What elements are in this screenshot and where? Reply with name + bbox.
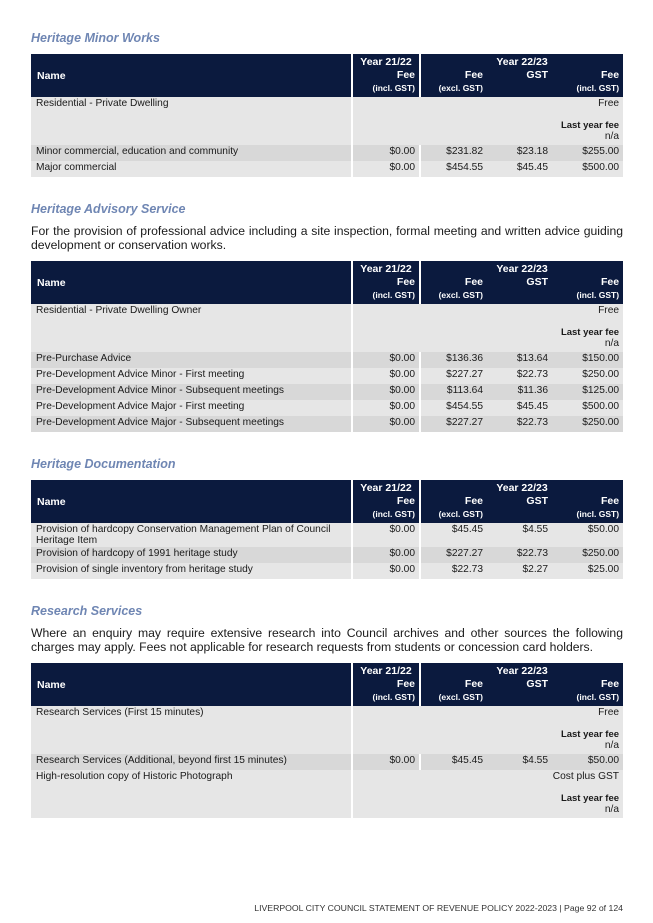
table-research-services	[31, 663, 623, 818]
table-row: Minor commercial, education and community $0.00 $231.82 $23.18 $255.00	[31, 145, 623, 161]
fee-table	[31, 480, 623, 579]
merged-fee-cell: Cost plus GST Last year fee n/a	[351, 770, 623, 818]
section-research-services	[31, 604, 623, 654]
header-year-prev: Year 21/22	[351, 663, 419, 678]
header-name: Name	[31, 54, 351, 97]
table-row: Provision of hardcopy Conservation Management Plan of Council Heritage Item $0.00 $45.45 $4.55 $50.00	[31, 523, 623, 547]
fee-table	[31, 261, 623, 432]
header-gst: GST	[487, 276, 552, 304]
header-fee-incl-curr: Fee (incl. GST)	[552, 69, 623, 97]
section-title: Research Services	[31, 604, 143, 618]
header-fee-incl-curr: Fee (incl. GST)	[552, 276, 623, 304]
header-gst: GST	[487, 678, 552, 706]
table-heritage-advisory-service	[31, 261, 623, 432]
header-name: Name	[31, 480, 351, 523]
header-fee-incl: Fee (incl. GST)	[351, 495, 419, 523]
section-description: Where an enquiry may require extensive research into Council archives and other sources the following charges may apply. Fees not applicable for research requests from students or concession card holders.	[31, 626, 623, 654]
header-fee-excl: Fee (excl. GST)	[419, 69, 487, 97]
table-row: Pre-Development Advice Major - Subsequent meetings $0.00 $227.27 $22.73 $250.00	[31, 416, 623, 432]
table-row: Research Services (First 15 minutes) Free Last year fee n/a	[31, 706, 623, 754]
merged-fee-cell: Free Last year fee n/a	[351, 97, 623, 145]
header-year-curr: Year 22/23	[419, 261, 623, 276]
merged-fee-cell: Free Last year fee n/a	[351, 304, 623, 352]
section-heritage-advisory-service	[31, 202, 623, 252]
fee-table	[31, 663, 623, 818]
merged-fee-cell: Free Last year fee n/a	[351, 706, 623, 754]
section-title: Heritage Advisory Service	[31, 202, 186, 216]
header-year-prev: Year 21/22	[351, 54, 419, 69]
section-description: For the provision of professional advice including a site inspection, formal meeting and written advice guiding development or conservation works.	[31, 224, 623, 252]
table-row: Pre-Development Advice Minor - First meeting $0.00 $227.27 $22.73 $250.00	[31, 368, 623, 384]
header-gst: GST	[487, 495, 552, 523]
section-heritage-documentation	[31, 457, 623, 471]
header-fee-excl: Fee (excl. GST)	[419, 678, 487, 706]
header-fee-incl: Fee (incl. GST)	[351, 69, 419, 97]
table-row: Pre-Purchase Advice $0.00 $136.36 $13.64 $150.00	[31, 352, 623, 368]
header-fee-incl: Fee (incl. GST)	[351, 276, 419, 304]
page-footer: LIVERPOOL CITY COUNCIL STATEMENT OF REVENUE POLICY 2022-2023 | Page 92 of 124	[254, 903, 623, 913]
table-heritage-documentation	[31, 480, 623, 579]
header-fee-incl: Fee (incl. GST)	[351, 678, 419, 706]
header-year-curr: Year 22/23	[419, 663, 623, 678]
header-name: Name	[31, 663, 351, 706]
table-row: Residential - Private Dwelling Owner Free Last year fee n/a	[31, 304, 623, 352]
table-row: Major commercial $0.00 $454.55 $45.45 $500.00	[31, 161, 623, 177]
section-title: Heritage Documentation	[31, 457, 176, 471]
table-row: Pre-Development Advice Minor - Subsequent meetings $0.00 $113.64 $11.36 $125.00	[31, 384, 623, 400]
header-fee-incl-curr: Fee (incl. GST)	[552, 678, 623, 706]
header-fee-excl: Fee (excl. GST)	[419, 495, 487, 523]
header-year-prev: Year 21/22	[351, 480, 419, 495]
header-year-curr: Year 22/23	[419, 54, 623, 69]
table-row: Residential - Private Dwelling Free Last year fee n/a	[31, 97, 623, 145]
section-heritage-minor-works	[31, 31, 623, 45]
fee-table	[31, 54, 623, 177]
table-row: Pre-Development Advice Major - First meeting $0.00 $454.55 $45.45 $500.00	[31, 400, 623, 416]
table-row: Research Services (Additional, beyond first 15 minutes) $0.00 $45.45 $4.55 $50.00	[31, 754, 623, 770]
table-heritage-minor-works	[31, 54, 623, 177]
table-row: Provision of hardcopy of 1991 heritage study $0.00 $227.27 $22.73 $250.00	[31, 547, 623, 563]
header-year-prev: Year 21/22	[351, 261, 419, 276]
section-title: Heritage Minor Works	[31, 31, 160, 45]
table-row: Provision of single inventory from heritage study $0.00 $22.73 $2.27 $25.00	[31, 563, 623, 579]
header-gst: GST	[487, 69, 552, 97]
table-row: High-resolution copy of Historic Photograph Cost plus GST Last year fee n/a	[31, 770, 623, 818]
header-fee-incl-curr: Fee (incl. GST)	[552, 495, 623, 523]
header-name: Name	[31, 261, 351, 304]
header-year-curr: Year 22/23	[419, 480, 623, 495]
header-fee-excl: Fee (excl. GST)	[419, 276, 487, 304]
